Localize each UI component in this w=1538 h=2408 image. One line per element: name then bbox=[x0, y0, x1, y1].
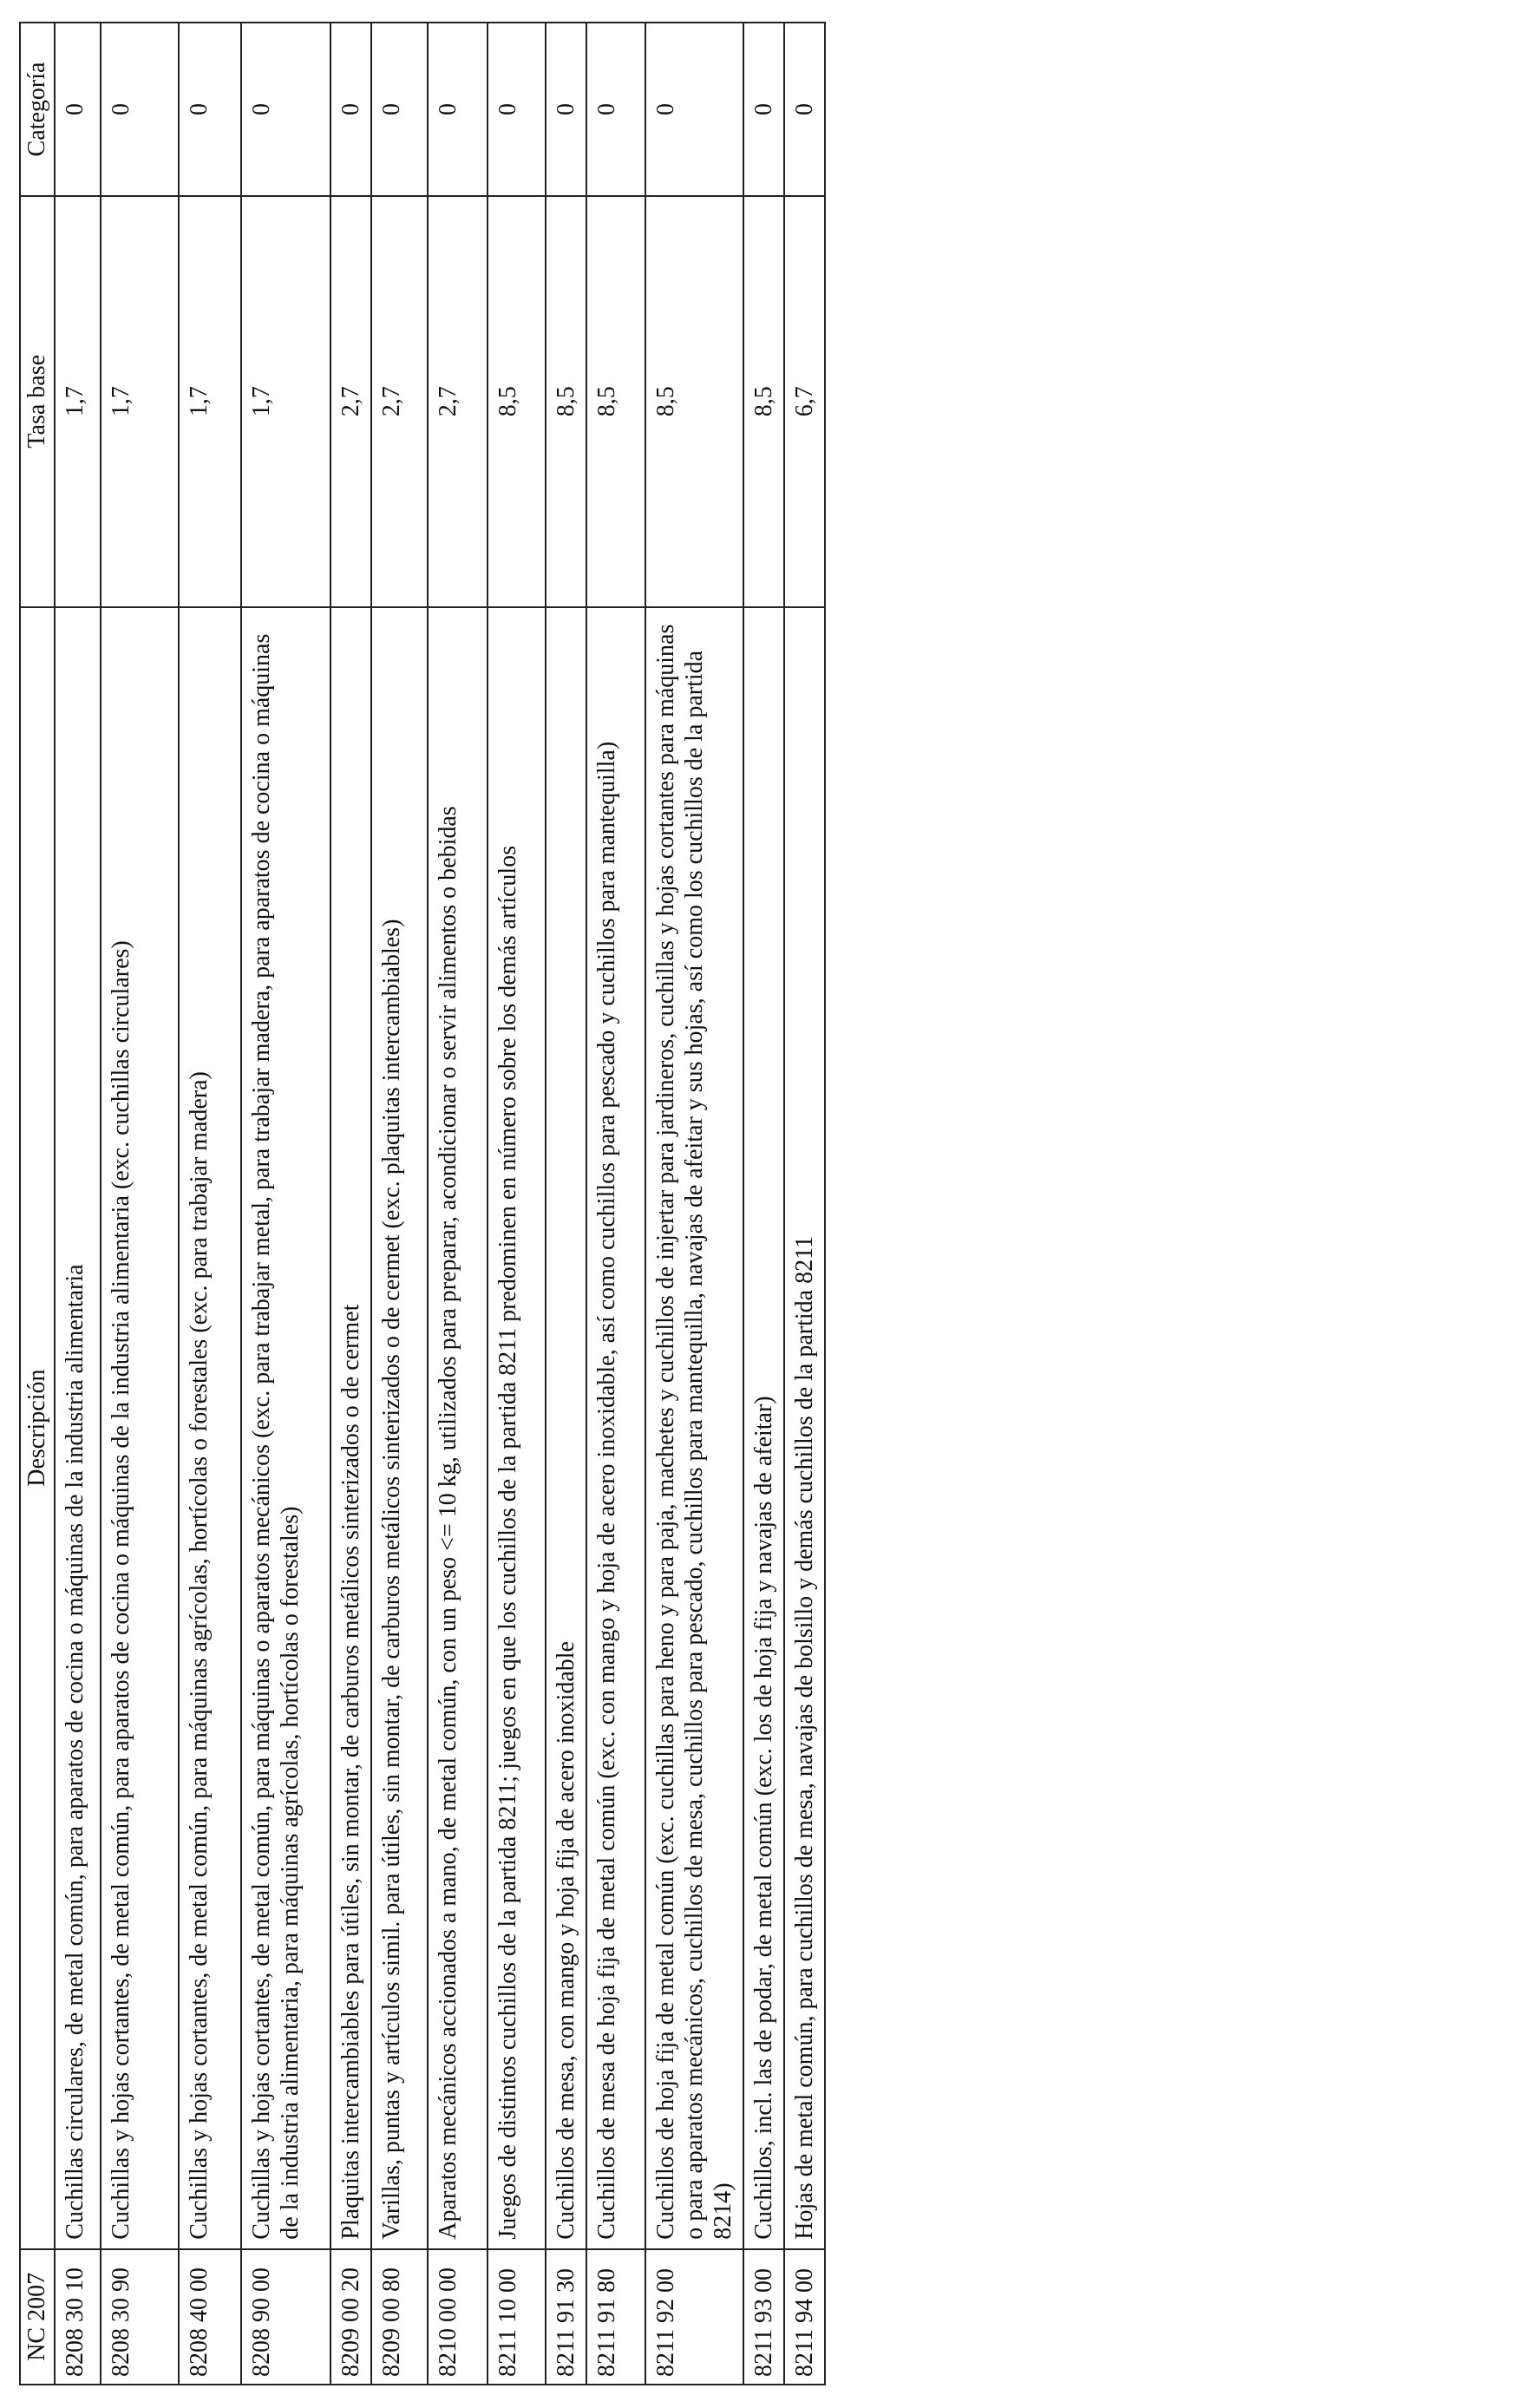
cell-code: 8208 40 00 bbox=[179, 2249, 241, 2385]
cell-code: 8208 30 90 bbox=[101, 2249, 179, 2385]
cell-code: 8211 10 00 bbox=[488, 2249, 546, 2385]
cell-description: Cuchillas y hojas cortantes, de metal común, para aparatos de cocina o máquinas de la industria alimentaria (exc. cuchillas circulares) bbox=[101, 607, 179, 2249]
cell-category: 0 bbox=[371, 23, 428, 196]
cell-description: Cuchillas y hojas cortantes, de metal común, para máquinas agrícolas, hortícolas o forestales (exc. para trabajar madera) bbox=[179, 607, 241, 2249]
table-row bbox=[488, 23, 546, 2385]
cell-category: 0 bbox=[55, 23, 101, 196]
cell-description: Plaquitas intercambiables para útiles, sin montar, de carburos metálicos sinterizados o de cermet bbox=[331, 607, 371, 2249]
cell-description: Cuchillos de hoja fija de metal común (exc. cuchillas para heno y para paja, machetes y cuchillos de injertar para jardineros, cuchillas y hojas cortantes para máquinas o para aparatos mecánicos, cuchillos de mesa, cuchillos para pescado, cuchillos para mantequilla, navajas de afeitar y sus hojas, así como los cuchillos de la partida 8214) bbox=[645, 607, 743, 2249]
cell-category: 0 bbox=[428, 23, 488, 196]
header-description: Descripción bbox=[20, 607, 55, 2249]
table-row bbox=[784, 23, 825, 2385]
cell-code: 8211 94 00 bbox=[784, 2249, 825, 2385]
cell-description: Cuchillas y hojas cortantes, de metal común, para máquinas o aparatos mecánicos (exc. para trabajar metal, para trabajar madera, para aparatos de cocina o máquinas de la industria alimentaria, para máquinas agrícolas, hortícolas o forestales) bbox=[241, 607, 331, 2249]
cell-code: 8211 92 00 bbox=[645, 2249, 743, 2385]
cell-base-rate: 1,7 bbox=[241, 196, 331, 607]
cell-category: 0 bbox=[586, 23, 645, 196]
table-row bbox=[546, 23, 586, 2385]
cell-category: 0 bbox=[241, 23, 331, 196]
table-row bbox=[331, 23, 371, 2385]
cell-base-rate: 2,7 bbox=[331, 196, 371, 607]
cell-category: 0 bbox=[784, 23, 825, 196]
cell-category: 0 bbox=[179, 23, 241, 196]
table-row bbox=[241, 23, 331, 2385]
cell-base-rate: 1,7 bbox=[101, 196, 179, 607]
cell-category: 0 bbox=[488, 23, 546, 196]
table-row bbox=[101, 23, 179, 2385]
cell-base-rate: 1,7 bbox=[179, 196, 241, 607]
cell-code: 8208 90 00 bbox=[241, 2249, 331, 2385]
cell-description: Juegos de distintos cuchillos de la partida 8211; juegos en que los cuchillos de la partida 8211 predominen en número sobre los demás artículos bbox=[488, 607, 546, 2249]
cell-description: Hojas de metal común, para cuchillos de mesa, navajas de bolsillo y demás cuchillos de la partida 8211 bbox=[784, 607, 825, 2249]
cell-description: Varillas, puntas y artículos simil. para útiles, sin montar, de carburos metálicos sinterizados o de cermet (exc. plaquitas intercambiables) bbox=[371, 607, 428, 2249]
cell-code: 8211 91 30 bbox=[546, 2249, 586, 2385]
cell-base-rate: 8,5 bbox=[645, 196, 743, 607]
cell-description: Aparatos mecánicos accionados a mano, de metal común, con un peso <= 10 kg, utilizados para preparar, acondicionar o servir alimentos o bebidas bbox=[428, 607, 488, 2249]
cell-code: 8209 00 20 bbox=[331, 2249, 371, 2385]
cell-category: 0 bbox=[743, 23, 784, 196]
cell-code: 8209 00 80 bbox=[371, 2249, 428, 2385]
cell-category: 0 bbox=[101, 23, 179, 196]
cell-code: 8208 30 10 bbox=[55, 2249, 101, 2385]
cell-code: 8210 00 00 bbox=[428, 2249, 488, 2385]
cell-base-rate: 2,7 bbox=[371, 196, 428, 607]
cell-code: 8211 93 00 bbox=[743, 2249, 784, 2385]
cell-base-rate: 6,7 bbox=[784, 196, 825, 607]
cell-description: Cuchillos de mesa de hoja fija de metal común (exc. con mango y hoja de acero inoxidable, así como cuchillos para pescado y cuchillos para mantequilla) bbox=[586, 607, 645, 2249]
table-row bbox=[371, 23, 428, 2385]
cell-base-rate: 1,7 bbox=[55, 196, 101, 607]
cell-description: Cuchillas circulares, de metal común, para aparatos de cocina o máquinas de la industria alimentaria bbox=[55, 607, 101, 2249]
table-header-row bbox=[20, 23, 55, 2385]
cell-category: 0 bbox=[645, 23, 743, 196]
table-row bbox=[55, 23, 101, 2385]
cell-category: 0 bbox=[546, 23, 586, 196]
cell-base-rate: 2,7 bbox=[428, 196, 488, 607]
cell-description: Cuchillos de mesa, con mango y hoja fija de acero inoxidable bbox=[546, 607, 586, 2249]
cell-category: 0 bbox=[331, 23, 371, 196]
header-category: Categoría bbox=[20, 23, 55, 196]
cell-base-rate: 8,5 bbox=[546, 196, 586, 607]
tariff-table bbox=[19, 22, 826, 2385]
table-row bbox=[645, 23, 743, 2385]
cell-base-rate: 8,5 bbox=[586, 196, 645, 607]
cell-code: 8211 91 80 bbox=[586, 2249, 645, 2385]
table-row bbox=[743, 23, 784, 2385]
table-row bbox=[586, 23, 645, 2385]
cell-description: Cuchillos, incl. las de podar, de metal común (exc. los de hoja fija y navajas de afeitar) bbox=[743, 607, 784, 2249]
header-base-rate: Tasa base bbox=[20, 196, 55, 607]
cell-base-rate: 8,5 bbox=[488, 196, 546, 607]
cell-base-rate: 8,5 bbox=[743, 196, 784, 607]
table-row bbox=[428, 23, 488, 2385]
table-row bbox=[179, 23, 241, 2385]
header-code: NC 2007 bbox=[20, 2249, 55, 2385]
